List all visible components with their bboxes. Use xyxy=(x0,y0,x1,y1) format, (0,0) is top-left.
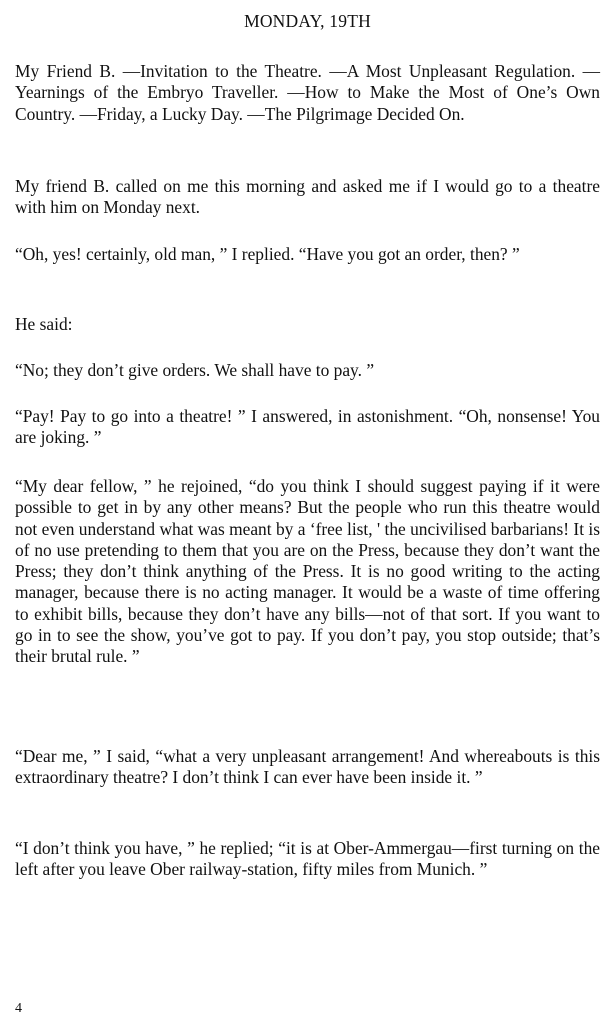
paragraph: He said: xyxy=(15,314,73,334)
paragraph: “Dear me, ” I said, “what a very unpleasant arrangement! And whereabouts is this extraordinary theatre? I don’t think I can ever have been inside it. ” xyxy=(15,746,600,788)
chapter-summary: My Friend B. —Invitation to the Theatre. —A Most Unpleasant Regulation. —Yearnings of the Embryo Traveller. —How to Make the Most of One’s Own Country. —Friday, a Lucky Day. —The Pilgrimage Decided On. xyxy=(15,61,600,124)
paragraph: “I don’t think you have, ” he replied; “it is at Ober-Ammergau—first turning on the left after you leave Ober railway-station, fifty miles from Munich. ” xyxy=(15,838,600,880)
page-number: 4 xyxy=(15,1001,22,1016)
paragraph: My friend B. called on me this morning and asked me if I would go to a theatre with him on Monday next. xyxy=(15,176,600,218)
paragraph: “Pay! Pay to go into a theatre! ” I answered, in astonishment. “Oh, nonsense! You are joking. ” xyxy=(15,406,600,448)
chapter-heading: MONDAY, 19TH xyxy=(244,11,371,31)
paragraph: “My dear fellow, ” he rejoined, “do you think I should suggest paying if it were possible to get in by any other means? But the people who run this theatre would not even understand what was meant by a ‘free list, ' the uncivilised barbarians! It is of no use pretending to them that you are on the Press, because they don’t want the Press; they don’t think anything of the Press. It is no good writing to the acting manager, because there is no acting manager. It would be a waste of time offering to exhibit bills, because they don’t have any bills—not of that sort. If you want to go in to see the show, you’ve got to pay. If you don’t pay, you stop outside; that’s their brutal rule. ” xyxy=(15,476,600,667)
paragraph: “Oh, yes! certainly, old man, ” I replied. “Have you got an order, then? ” xyxy=(15,244,520,264)
paragraph: “No; they don’t give orders. We shall have to pay. ” xyxy=(15,360,375,380)
